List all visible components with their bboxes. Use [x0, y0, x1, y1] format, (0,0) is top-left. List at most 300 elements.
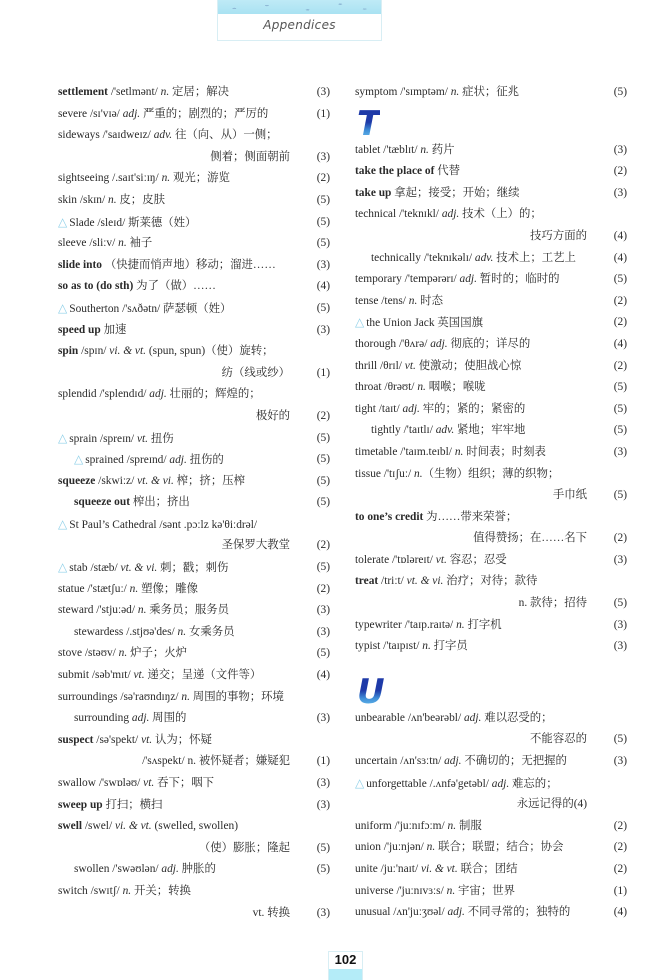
glossary-entry	[355, 269, 627, 291]
glossary-entry	[355, 773, 627, 795]
unit-number: (4)	[613, 906, 627, 919]
glossary-entry	[58, 881, 330, 903]
glossary-entry	[355, 507, 627, 529]
glossary-entry	[355, 204, 627, 226]
unit-number: (5)	[613, 489, 627, 502]
definition: 定居；解决	[169, 86, 229, 98]
headword: Southerton	[69, 302, 120, 315]
glossary-entry	[355, 377, 627, 399]
pronunciation: /skɪn/	[77, 193, 109, 206]
definition: 技术上；工艺上	[493, 251, 576, 264]
unit-number: (5)	[316, 474, 330, 487]
definition: 联合；团结	[457, 863, 518, 875]
definition: 联合；联盟；结合；协会	[435, 841, 564, 854]
pronunciation: 拿起；接受；开始；继续	[391, 186, 520, 199]
part-of-speech: n.	[447, 819, 457, 832]
headword: St Paul’s Cathedral	[69, 518, 157, 531]
definition: 刺；戳；刺伤	[157, 562, 229, 575]
pronunciation: /.saɪt'siːɪŋ/	[109, 172, 162, 185]
unit-number: (1)	[316, 755, 330, 768]
unit-number: (4)	[316, 669, 330, 682]
headword: tightly	[371, 424, 401, 437]
glossary-entry	[58, 492, 330, 514]
definition: 扭伤的	[186, 454, 224, 467]
pronunciation: /'sɪmptəm/	[397, 86, 451, 98]
glossary-entry	[355, 399, 627, 421]
headword: spin	[58, 345, 79, 358]
part-of-speech: n.	[108, 193, 117, 206]
definition: (spun, spun)（使）旋转；	[146, 345, 274, 358]
part-of-speech: n.	[160, 86, 170, 98]
section-t-header	[355, 103, 627, 144]
part-of-speech: n.	[420, 143, 429, 156]
pronunciation: /spreɪn/	[97, 432, 137, 445]
pronunciation: /sliːv/	[86, 237, 119, 250]
glossary-entry	[355, 550, 627, 572]
unit-number: (2)	[316, 172, 330, 185]
unit-number: (5)	[316, 215, 330, 228]
pronunciation: 打扫；横扫	[102, 798, 163, 811]
unit-number: (3)	[613, 186, 627, 199]
headword: tolerate	[355, 553, 390, 566]
part-of-speech: n.	[118, 647, 128, 660]
headword: sleeve	[58, 237, 87, 250]
part-of-speech: n.	[161, 172, 171, 185]
part-of-speech: n.	[129, 582, 139, 595]
headword: switch	[58, 884, 88, 897]
glossary-entry	[355, 571, 627, 593]
part-of-speech: adv.	[435, 424, 455, 437]
unit-number: (5)	[316, 561, 330, 574]
definition-continuation: 永远记得的(4)	[516, 798, 587, 811]
definition-continuation: 手巾纸	[552, 489, 587, 502]
headword: treat	[355, 575, 379, 588]
glossary-entry-continuation	[58, 535, 330, 557]
glossary-entry	[355, 708, 627, 730]
headword: technical	[355, 208, 397, 221]
part-of-speech: adj.	[491, 777, 510, 790]
pronunciation: /ʌn'juːʒʊəl/	[390, 906, 448, 919]
pronunciation: （快捷而悄声地）移动；溜进……	[102, 258, 276, 271]
definition: 时态	[417, 294, 443, 307]
pronunciation: 为了（做）……	[133, 280, 216, 293]
part-of-speech: adj.	[122, 107, 141, 120]
glossary-entry	[58, 449, 330, 471]
part-of-speech: n.	[177, 625, 187, 638]
definition-continuation: 纺（线或纱）	[221, 366, 290, 379]
headword: tight	[355, 402, 376, 415]
glossary-entry	[58, 795, 330, 817]
glossary-right-column	[355, 82, 627, 924]
definition: 周围的	[149, 712, 187, 725]
part-of-speech: n.	[122, 884, 132, 897]
part-of-speech: vt. & vi.	[120, 562, 158, 575]
triangle-marker-icon: △	[58, 560, 68, 575]
unit-number: (3)	[613, 553, 627, 566]
pronunciation: /tens/	[378, 294, 409, 307]
unit-number: (5)	[613, 402, 627, 415]
part-of-speech: adj.	[444, 755, 462, 768]
definition: 炉子；火炉	[127, 647, 188, 660]
definition: 牢的；紧的；紧密的	[419, 402, 526, 415]
part-of-speech: n.	[422, 640, 431, 653]
part-of-speech: adj.	[131, 712, 150, 725]
triangle-marker-icon: △	[58, 516, 68, 531]
part-of-speech: vi. & vt.	[420, 863, 458, 875]
headword: severe	[58, 107, 88, 120]
part-of-speech: adj.	[447, 906, 465, 919]
glossary-entry	[58, 428, 330, 450]
headword: splendid	[58, 388, 97, 401]
glossary-entry	[355, 420, 627, 442]
pronunciation: 为……带来荣誉；	[423, 510, 518, 523]
header-title: Appendices	[263, 18, 336, 32]
definition: 宇宙；世界	[455, 884, 515, 897]
glossary-entry	[58, 730, 330, 752]
glossary-left-column	[58, 82, 330, 924]
glossary-entry-continuation	[58, 147, 330, 169]
unit-number: (5)	[613, 273, 627, 286]
unit-number: (4)	[613, 251, 627, 264]
headword: stab	[69, 562, 88, 575]
glossary-entry-continuation	[355, 794, 627, 816]
definition-continuation: （使）膨胀；隆起	[198, 841, 290, 854]
pronunciation: /swɪtʃ/	[87, 884, 123, 897]
glossary-entry	[58, 643, 330, 665]
unit-number: (3)	[613, 445, 627, 458]
definition: 壮丽的；辉煌的；	[166, 388, 261, 401]
definition: 彻底的；详尽的	[447, 337, 531, 350]
part-of-speech: vi. & vt.	[114, 820, 152, 833]
glossary-entry	[58, 255, 330, 277]
glossary-entry	[355, 312, 627, 334]
pronunciation: /θrəʊt/	[381, 381, 418, 394]
definition: （生物）组织；薄的织物；	[422, 467, 560, 480]
pronunciation: /.ʌnfə'getəbl/	[426, 777, 492, 790]
unit-number: (5)	[316, 193, 330, 206]
unit-number: (3)	[316, 258, 330, 271]
unit-number: (4)	[613, 337, 627, 350]
headword: swollen	[74, 863, 110, 876]
part-of-speech: vt.	[133, 669, 145, 682]
pronunciation: 英国国旗	[434, 317, 483, 330]
part-of-speech: adj.	[402, 402, 420, 415]
definition: 不确切的；无把握的	[461, 755, 567, 768]
part-of-speech: vt. & vi.	[137, 474, 174, 487]
definition-continuation: 值得赞扬；在……名下	[473, 532, 587, 545]
unit-number: (3)	[316, 86, 330, 98]
headword: thorough	[355, 337, 397, 350]
headword: speed up	[58, 323, 101, 336]
unit-number: (2)	[613, 165, 627, 178]
definition-continuation: n. 款待；招待	[518, 597, 587, 610]
definition: 往（向、从）一侧；	[172, 129, 278, 142]
headword: steward	[58, 604, 94, 617]
definition: 治疗；对待；款待	[443, 575, 538, 588]
part-of-speech: n.	[446, 884, 456, 897]
part-of-speech: adj.	[441, 208, 460, 221]
pronunciation: /'teknɪkl/	[396, 208, 442, 221]
definition: 递交；呈递（文件等）	[144, 669, 262, 682]
glossary-entry-continuation	[58, 406, 330, 428]
part-of-speech: adj.	[430, 337, 448, 350]
unit-number: (3)	[316, 323, 330, 336]
headword: squeeze	[58, 474, 96, 487]
pronunciation: /'θʌrə/	[396, 337, 431, 350]
headword: sprain	[69, 432, 98, 445]
glossary-entry	[58, 708, 330, 730]
glossary-entry	[58, 773, 330, 795]
definition: 难以忍受的；	[481, 711, 553, 724]
headword: unite	[355, 863, 378, 875]
pronunciation: /'tɒləreɪt/	[389, 553, 436, 566]
letter-t-icon: T	[357, 103, 381, 144]
unit-number: (5)	[316, 841, 330, 854]
letter-u-icon: U	[357, 671, 385, 712]
unit-number: (5)	[316, 237, 330, 250]
definition: 袖子	[126, 237, 153, 250]
unit-number: (5)	[613, 424, 627, 437]
page-number-box	[328, 951, 363, 980]
pronunciation: /spɪn/	[78, 345, 110, 358]
glossary-entry	[58, 816, 330, 838]
glossary-entry	[355, 356, 627, 378]
definition-continuation: 圣保罗大教堂	[221, 539, 290, 552]
headword: stewardess	[74, 625, 124, 638]
unit-number: (2)	[613, 294, 627, 307]
unit-number: (5)	[316, 863, 330, 876]
pronunciation: /sɪ'vɪə/	[87, 107, 123, 120]
part-of-speech: n.	[456, 618, 465, 631]
definition: 认为；怀疑	[152, 733, 212, 746]
glossary-entry	[58, 190, 330, 212]
definition: 乘务员；服务员	[146, 604, 230, 617]
definition: 技术（上）的；	[459, 208, 542, 221]
part-of-speech: n.	[426, 841, 436, 854]
definition-continuation: 侧着；侧面朝前	[210, 150, 290, 163]
unit-number: (3)	[316, 906, 330, 919]
part-of-speech: adj.	[161, 863, 179, 876]
triangle-marker-icon: △	[58, 300, 68, 315]
pronunciation: /'saɪdweɪz/	[99, 129, 154, 142]
unit-number: (2)	[613, 863, 627, 875]
definition: 扭伤	[148, 432, 174, 445]
headword: the Union Jack	[366, 317, 435, 330]
unit-number: (5)	[613, 597, 627, 610]
glossary-entry	[355, 248, 627, 270]
unit-number: (5)	[316, 301, 330, 314]
pronunciation: /'taɪp.raɪtə/	[401, 618, 457, 631]
part-of-speech: vt.	[143, 777, 155, 789]
triangle-marker-icon: △	[74, 452, 84, 467]
unit-number: (3)	[613, 618, 627, 631]
pronunciation: /sənt .pɔːlz kə'θiːdrəl/	[156, 518, 258, 531]
glossary-entry	[355, 334, 627, 356]
glossary-entry	[58, 384, 330, 406]
definition: 观光；游览	[170, 172, 230, 185]
unit-number: (2)	[316, 409, 330, 422]
pronunciation: /'tempərərɪ/	[401, 273, 460, 286]
unit-number: (5)	[316, 453, 330, 466]
definition: 肿胀的	[178, 863, 216, 876]
headword: temporary	[355, 273, 402, 286]
pronunciation: /sleɪd/ 斯莱德（姓）	[94, 216, 197, 229]
glossary-entry-continuation	[355, 729, 627, 751]
headword: statue	[58, 582, 85, 595]
pronunciation: /sə'raʊndɪŋz/	[117, 690, 182, 703]
triangle-marker-icon: △	[58, 214, 68, 229]
part-of-speech: adj.	[149, 388, 167, 401]
pronunciation: /'juːnjən/	[380, 841, 427, 854]
glossary-entry	[355, 442, 627, 464]
glossary-entry	[355, 751, 627, 773]
headword: uniform	[355, 819, 392, 832]
definition: 使激动；使胆战心惊	[415, 359, 522, 372]
headword: sprained	[85, 454, 124, 467]
unit-number: (2)	[613, 316, 627, 329]
headword: uncertain	[355, 755, 398, 768]
headword: unforgettable	[366, 777, 427, 790]
headword: technically	[371, 251, 421, 264]
pronunciation: /'setlmənt/	[107, 86, 161, 98]
pronunciation: /taɪt/	[375, 402, 403, 415]
definition: 榨；挤；压榨	[173, 474, 245, 487]
glossary-entry-continuation	[355, 528, 627, 550]
unit-number: (3)	[316, 150, 330, 163]
part-of-speech: adj.	[459, 273, 477, 286]
unit-number: (3)	[613, 755, 627, 768]
glossary-entry-continuation	[58, 751, 330, 773]
headword: suspect	[58, 733, 94, 746]
headword: squeeze out	[74, 496, 130, 509]
glossary-entry	[355, 816, 627, 838]
glossary-entry	[58, 125, 330, 147]
pronunciation: /'stjuːəd/	[93, 604, 138, 617]
pronunciation: /stæb/	[87, 562, 121, 575]
glossary-entry	[58, 471, 330, 493]
headword: settlement	[58, 86, 108, 98]
section-u-entries	[355, 708, 627, 924]
definition: 女乘务员	[186, 625, 235, 638]
pronunciation: /θrɪl/	[377, 359, 405, 372]
headword: tense	[355, 294, 379, 307]
definition: 开关；转换	[131, 884, 191, 897]
glossary-entry	[58, 233, 330, 255]
pronunciation: /ʌn'beərəbl/	[404, 711, 464, 724]
glossary-entry	[58, 600, 330, 622]
headword: symptom	[355, 86, 398, 98]
definition-continuation: 极好的	[255, 409, 290, 422]
part-of-speech: vt.	[435, 553, 447, 566]
definition: 皮；皮肤	[116, 193, 165, 206]
unit-number: (2)	[613, 359, 627, 372]
headword: unbearable	[355, 711, 405, 724]
part-of-speech: n.	[450, 86, 460, 98]
glossary-entry	[58, 579, 330, 601]
headword: typewriter	[355, 618, 402, 631]
part-of-speech: vt.	[136, 432, 149, 445]
headword: tablet	[355, 143, 381, 156]
definition-continuation: 不能容忍的	[530, 733, 587, 746]
part-of-speech: adj.	[169, 454, 187, 467]
pronunciation: /juː'naɪt/	[377, 863, 421, 875]
part-of-speech: n.	[181, 690, 190, 703]
definition-continuation: vt. 转换	[252, 906, 290, 919]
part-of-speech: vi. & vt.	[109, 345, 146, 358]
unit-number: (3)	[613, 143, 627, 156]
definition: 吞下；咽下	[154, 777, 215, 789]
headword: Slade	[69, 216, 95, 229]
definition: 严重的；剧烈的；严厉的	[140, 107, 269, 120]
definition: 塑像；雕像	[138, 582, 199, 595]
definition: 不同寻常的；独特的	[464, 906, 571, 919]
part-of-speech: n.	[137, 604, 147, 617]
glossary-entry	[355, 615, 627, 637]
unit-number: (5)	[316, 431, 330, 444]
headword: union	[355, 841, 381, 854]
glossary-entry	[355, 161, 627, 183]
pronunciation: /'taɪm.teɪbl/	[397, 445, 455, 458]
pronunciation: /'tæblɪt/	[380, 143, 421, 156]
part-of-speech: n.	[408, 294, 418, 307]
headword: unusual	[355, 906, 391, 919]
pronunciation: /səb'mɪt/	[89, 669, 134, 682]
pronunciation: /'teknɪkəlɪ/	[420, 251, 475, 264]
unit-number: (3)	[316, 625, 330, 638]
definition-continuation: /'sʌspekt/ n. 被怀疑者；嫌疑犯	[142, 755, 290, 768]
headword: take up	[355, 186, 392, 199]
definition: 紧地；牢牢地	[454, 424, 526, 437]
definition: 打字员	[430, 640, 468, 653]
glossary-entry	[355, 140, 627, 162]
headword: surroundings	[58, 690, 118, 703]
headword: sightseeing	[58, 172, 110, 185]
headword: swell	[58, 820, 83, 833]
glossary-entry	[58, 82, 330, 104]
headword: thrill	[355, 359, 378, 372]
unit-number: (1)	[316, 366, 330, 379]
glossary-entry	[355, 183, 627, 205]
definition-continuation: 技巧方面的	[530, 229, 587, 242]
pronunciation: /.stjʊə'des/	[123, 625, 178, 638]
glossary-entry	[58, 212, 330, 234]
glossary-entry	[58, 665, 330, 687]
pronunciation: /spreɪnd/	[123, 454, 170, 467]
headword: sideways	[58, 129, 100, 142]
page-header	[217, 0, 382, 41]
part-of-speech: n.	[414, 467, 423, 480]
glossary-entry	[355, 464, 627, 486]
definition: 时间表；时刻表	[463, 445, 546, 458]
headword: slide into	[58, 258, 102, 271]
glossary-entry-continuation	[355, 485, 627, 507]
pronunciation: 榨出；挤出	[130, 496, 190, 509]
unit-number: (5)	[316, 496, 330, 509]
pronunciation: /'swəʊlən/	[109, 863, 162, 876]
definition: 打字机	[464, 618, 502, 631]
headword: so as to (do sth)	[58, 280, 134, 293]
pronunciation: /'tɪʃuː/	[380, 467, 415, 480]
pronunciation: /skwiːz/	[95, 474, 138, 487]
glossary-entry	[58, 298, 330, 320]
headword: timetable	[355, 445, 398, 458]
unit-number: (1)	[316, 107, 330, 120]
headword: swallow	[58, 777, 96, 789]
unit-number: (3)	[316, 798, 330, 811]
headword: skin	[58, 193, 77, 206]
page-number: 102	[334, 952, 357, 967]
definition: 症状；征兆	[459, 86, 520, 98]
